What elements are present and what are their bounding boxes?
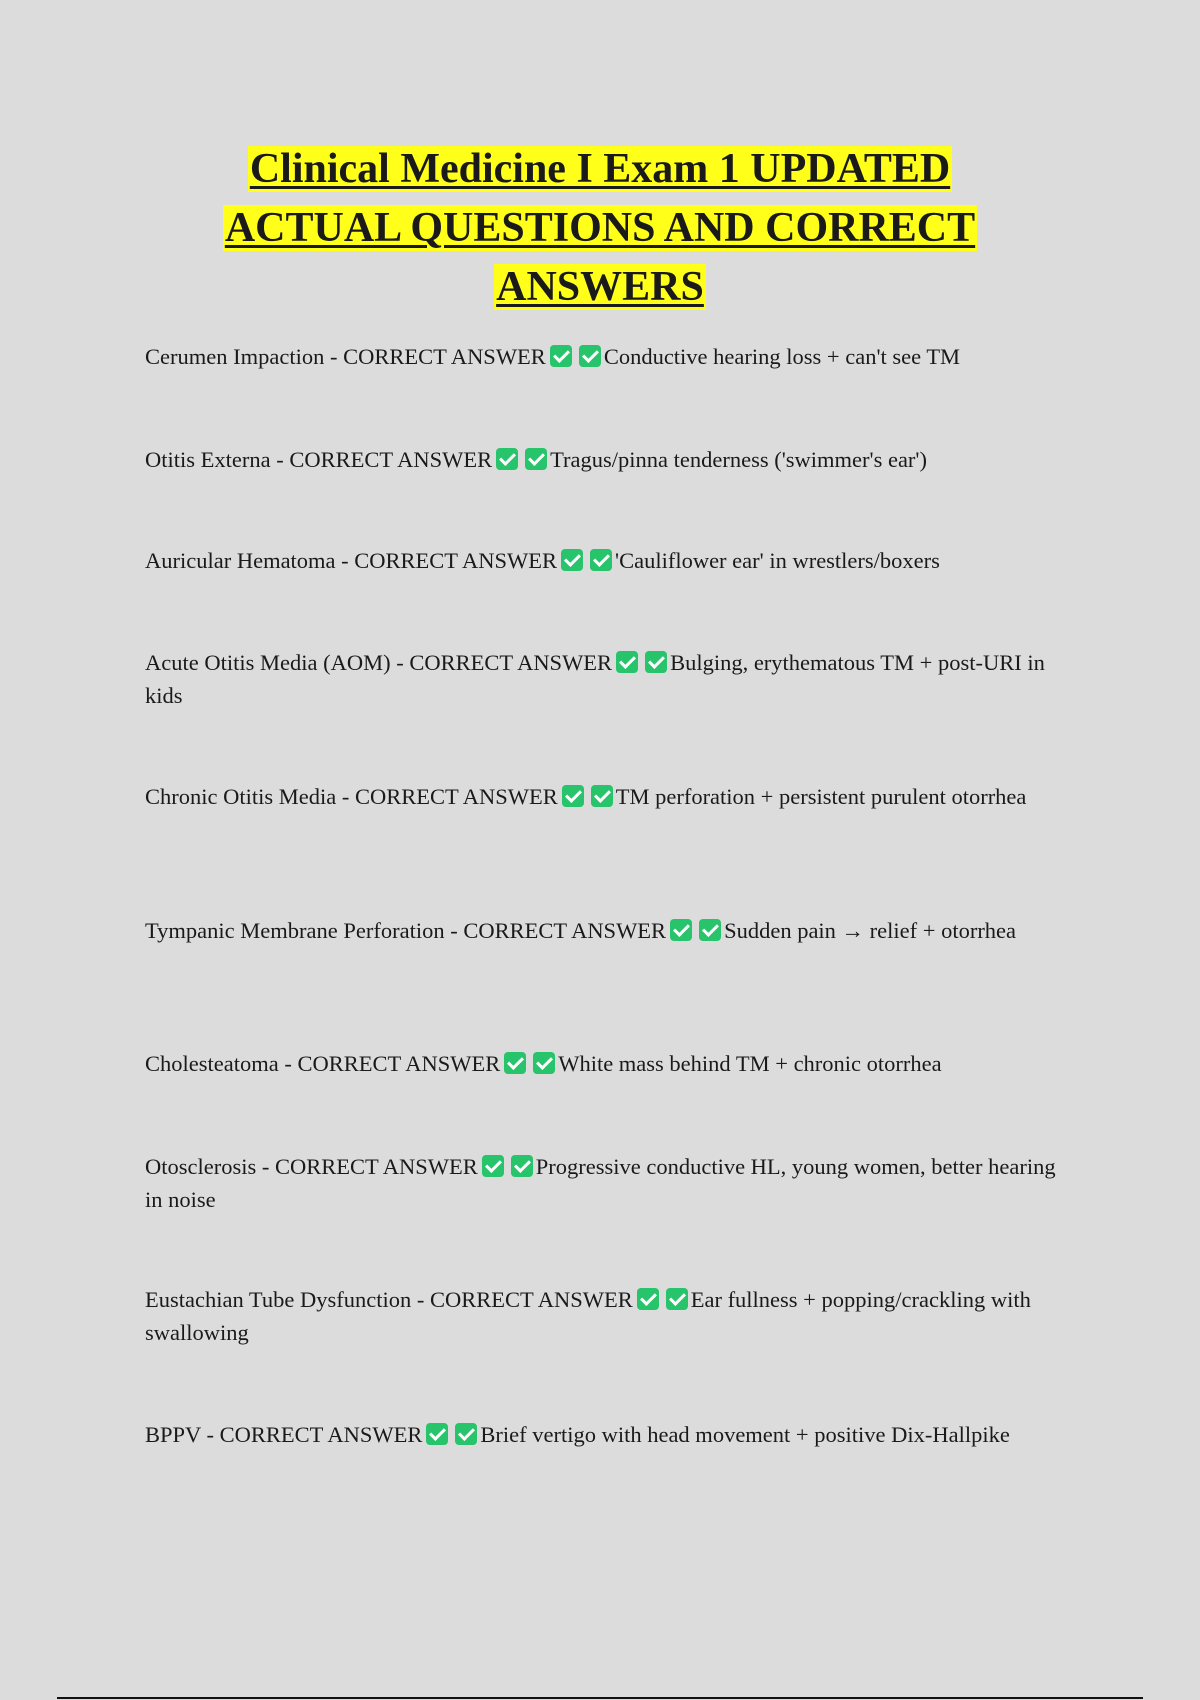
entry-term: Otosclerosis <box>145 1154 257 1179</box>
entry-separator: - CORRECT ANSWER <box>270 447 493 472</box>
entry-term: BPPV <box>145 1422 201 1447</box>
entry-term: Acute Otitis Media (AOM) <box>145 650 391 675</box>
check-mark-icon <box>637 1288 659 1310</box>
qa-entry <box>145 1150 1065 1216</box>
entry-separator: - CORRECT ANSWER <box>200 1422 423 1447</box>
check-mark-icon <box>645 651 667 673</box>
check-mark-icon <box>496 448 518 470</box>
check-mark-icon <box>426 1423 448 1445</box>
title-line-3: ANSWERS <box>496 264 704 310</box>
entry-separator: - CORRECT ANSWER <box>256 1154 478 1179</box>
entry-answer: 'Cauliflower ear' in wrestlers/boxers <box>615 548 940 573</box>
entry-term: Eustachian Tube Dysfunction <box>145 1287 412 1312</box>
entry-answer: Tragus/pinna tenderness ('swimmer's ear') <box>550 447 927 472</box>
entry-answer: Ear fullness + popping/crackling with swallowing <box>145 1287 1031 1345</box>
check-mark-icon <box>533 1052 555 1074</box>
entry-answer: Progressive conductive HL, young women, better hearing in noise <box>145 1154 1056 1212</box>
check-mark-icon <box>699 919 721 941</box>
qa-entry <box>145 1283 1065 1349</box>
entry-separator: - CORRECT ANSWER <box>278 1051 501 1076</box>
check-mark-icon <box>591 785 613 807</box>
check-mark-icon <box>561 549 583 571</box>
entry-answer: Brief vertigo with head movement + positive Dix-Hallpike <box>480 1422 1010 1447</box>
qa-entry <box>145 443 1065 476</box>
entry-separator: - CORRECT ANSWER <box>335 548 558 573</box>
entry-separator: - CORRECT ANSWER <box>324 344 546 369</box>
check-mark-icon <box>590 549 612 571</box>
title-line-2: ACTUAL QUESTIONS AND CORRECT <box>224 205 976 251</box>
qa-entry <box>145 914 1065 947</box>
entry-term: Cholesteatoma <box>145 1051 279 1076</box>
qa-entry <box>145 544 1065 577</box>
check-mark-icon <box>616 651 638 673</box>
qa-entry <box>145 780 1065 813</box>
check-mark-icon <box>455 1423 477 1445</box>
check-mark-icon <box>482 1155 504 1177</box>
entry-term: Chronic Otitis Media <box>145 784 337 809</box>
entry-answer: Sudden pain → relief + otorrhea <box>724 918 1017 943</box>
qa-entry <box>145 1047 1065 1080</box>
entry-separator: - CORRECT ANSWER <box>390 650 613 675</box>
check-mark-icon <box>579 345 601 367</box>
check-mark-icon <box>666 1288 688 1310</box>
qa-entry <box>145 646 1065 712</box>
entry-term: Tympanic Membrane Perforation <box>145 918 445 943</box>
title-line-1: Clinical Medicine I Exam 1 UPDATED <box>249 146 951 192</box>
entry-answer: Conductive hearing loss + can't see TM <box>603 344 961 369</box>
entry-separator: - CORRECT ANSWER <box>444 918 667 943</box>
entry-answer: TM perforation + persistent purulent otorrhea <box>615 784 1027 809</box>
entry-separator: - CORRECT ANSWER <box>411 1287 633 1312</box>
qa-entry <box>145 340 1065 373</box>
check-mark-icon <box>504 1052 526 1074</box>
entry-term: Auricular Hematoma <box>145 548 336 573</box>
entry-separator: - CORRECT ANSWER <box>336 784 558 809</box>
entry-answer: Bulging, erythematous TM + post-URI in kids <box>145 650 1045 708</box>
entry-answer: White mass behind TM + chronic otorrhea <box>558 1051 942 1076</box>
entry-term: Otitis Externa <box>145 447 271 472</box>
document-title <box>145 140 1055 317</box>
check-mark-icon <box>550 345 572 367</box>
entry-term: Cerumen Impaction <box>145 344 325 369</box>
check-mark-icon <box>525 448 547 470</box>
check-mark-icon <box>511 1155 533 1177</box>
footer-rule <box>57 1697 1143 1699</box>
qa-entry <box>145 1418 1065 1451</box>
check-mark-icon <box>670 919 692 941</box>
check-mark-icon <box>562 785 584 807</box>
